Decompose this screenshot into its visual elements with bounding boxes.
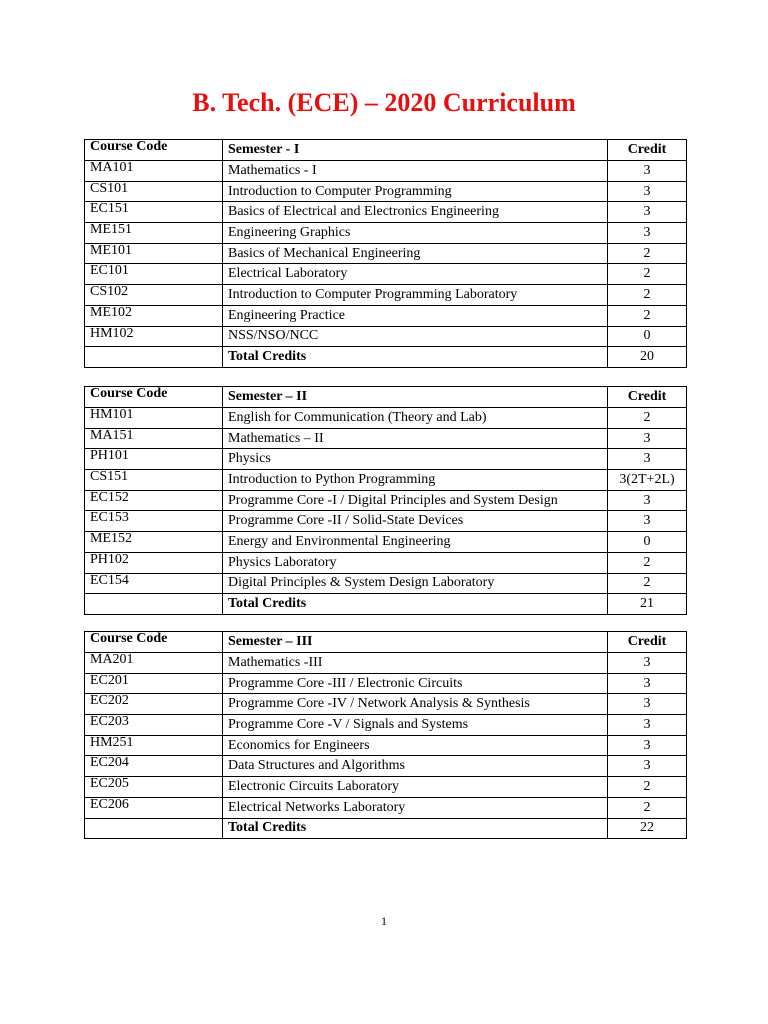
table-row bbox=[85, 694, 687, 715]
course-credit: 2 bbox=[608, 777, 687, 798]
course-code: EC205 bbox=[85, 777, 223, 798]
course-name: Data Structures and Algorithms bbox=[223, 756, 608, 777]
course-credit: 0 bbox=[608, 532, 687, 553]
course-credit: 3 bbox=[608, 694, 687, 715]
table-row bbox=[85, 408, 687, 429]
course-code: MA201 bbox=[85, 653, 223, 674]
course-credit: 3 bbox=[608, 735, 687, 756]
total-credits-value: 21 bbox=[608, 594, 687, 615]
credit-header: Credit bbox=[608, 140, 687, 161]
semester-1-table bbox=[84, 139, 687, 368]
header-row bbox=[85, 140, 687, 161]
course-credit: 3 bbox=[608, 490, 687, 511]
course-name: Energy and Environmental Engineering bbox=[223, 532, 608, 553]
credit-header: Credit bbox=[608, 387, 687, 408]
table-row bbox=[85, 511, 687, 532]
course-code: EC101 bbox=[85, 264, 223, 285]
course-name: Electrical Laboratory bbox=[223, 264, 608, 285]
table-row bbox=[85, 470, 687, 491]
course-code: ME151 bbox=[85, 223, 223, 244]
course-code: EC204 bbox=[85, 756, 223, 777]
course-credit: 2 bbox=[608, 305, 687, 326]
course-name: English for Communication (Theory and Lab) bbox=[223, 408, 608, 429]
course-credit: 3 bbox=[608, 715, 687, 736]
table-row bbox=[85, 490, 687, 511]
course-credit: 3 bbox=[608, 161, 687, 182]
course-credit: 2 bbox=[608, 573, 687, 594]
course-name: Basics of Mechanical Engineering bbox=[223, 243, 608, 264]
semester-2-table bbox=[84, 386, 687, 615]
table-row bbox=[85, 305, 687, 326]
course-credit: 3(2T+2L) bbox=[608, 470, 687, 491]
header-row bbox=[85, 387, 687, 408]
semester-header: Semester - I bbox=[223, 140, 608, 161]
course-credit: 3 bbox=[608, 673, 687, 694]
course-code: EC153 bbox=[85, 511, 223, 532]
course-name: Electronic Circuits Laboratory bbox=[223, 777, 608, 798]
course-name: Introduction to Python Programming bbox=[223, 470, 608, 491]
course-code: EC154 bbox=[85, 573, 223, 594]
total-credits-value: 20 bbox=[608, 347, 687, 368]
course-name: Introduction to Computer Programming Laboratory bbox=[223, 285, 608, 306]
course-code: HM102 bbox=[85, 326, 223, 347]
course-credit: 3 bbox=[608, 428, 687, 449]
course-code: CS101 bbox=[85, 181, 223, 202]
course-code: EC203 bbox=[85, 715, 223, 736]
page-number: 1 bbox=[381, 914, 387, 928]
semester-header: Semester – II bbox=[223, 387, 608, 408]
total-credits-label: Total Credits bbox=[223, 347, 608, 368]
table-row bbox=[85, 673, 687, 694]
credit-header: Credit bbox=[608, 632, 687, 653]
course-credit: 3 bbox=[608, 223, 687, 244]
table-row bbox=[85, 653, 687, 674]
course-credit: 2 bbox=[608, 552, 687, 573]
empty-cell bbox=[85, 818, 223, 839]
course-credit: 2 bbox=[608, 243, 687, 264]
course-name: Mathematics -III bbox=[223, 653, 608, 674]
table-row bbox=[85, 223, 687, 244]
course-code: CS151 bbox=[85, 470, 223, 491]
header-row bbox=[85, 632, 687, 653]
total-row bbox=[85, 818, 687, 839]
course-credit: 2 bbox=[608, 264, 687, 285]
table-row bbox=[85, 756, 687, 777]
table-row bbox=[85, 735, 687, 756]
empty-cell bbox=[85, 594, 223, 615]
course-name: Physics Laboratory bbox=[223, 552, 608, 573]
course-name: Engineering Graphics bbox=[223, 223, 608, 244]
course-code: EC206 bbox=[85, 797, 223, 818]
course-name: Programme Core -IV / Network Analysis & Synthesis bbox=[223, 694, 608, 715]
total-credits-label: Total Credits bbox=[223, 594, 608, 615]
page-title: B. Tech. (ECE) – 2020 Curriculum bbox=[192, 88, 576, 117]
course-credit: 3 bbox=[608, 756, 687, 777]
course-code: HM101 bbox=[85, 408, 223, 429]
course-credit: 3 bbox=[608, 449, 687, 470]
table-row bbox=[85, 243, 687, 264]
course-code: EC151 bbox=[85, 202, 223, 223]
course-code-header: Course Code bbox=[85, 387, 223, 408]
empty-cell bbox=[85, 347, 223, 368]
semester-header: Semester – III bbox=[223, 632, 608, 653]
course-code: ME102 bbox=[85, 305, 223, 326]
course-name: Programme Core -V / Signals and Systems bbox=[223, 715, 608, 736]
table-row bbox=[85, 285, 687, 306]
course-credit: 3 bbox=[608, 181, 687, 202]
course-name: Digital Principles & System Design Laboratory bbox=[223, 573, 608, 594]
course-name: Mathematics - I bbox=[223, 161, 608, 182]
course-code: ME152 bbox=[85, 532, 223, 553]
course-credit: 2 bbox=[608, 285, 687, 306]
course-code-header: Course Code bbox=[85, 140, 223, 161]
course-code: EC202 bbox=[85, 694, 223, 715]
table-row bbox=[85, 428, 687, 449]
course-name: Programme Core -I / Digital Principles and System Design bbox=[223, 490, 608, 511]
semester-3-table bbox=[84, 631, 687, 839]
course-credit: 2 bbox=[608, 408, 687, 429]
course-credit: 3 bbox=[608, 511, 687, 532]
course-code: EC152 bbox=[85, 490, 223, 511]
course-name: Programme Core -II / Solid-State Devices bbox=[223, 511, 608, 532]
course-name: Electrical Networks Laboratory bbox=[223, 797, 608, 818]
table-row bbox=[85, 449, 687, 470]
course-credit: 2 bbox=[608, 797, 687, 818]
course-code: PH101 bbox=[85, 449, 223, 470]
course-code: PH102 bbox=[85, 552, 223, 573]
table-row bbox=[85, 181, 687, 202]
course-name: Basics of Electrical and Electronics Engineering bbox=[223, 202, 608, 223]
total-credits-value: 22 bbox=[608, 818, 687, 839]
table-row bbox=[85, 715, 687, 736]
table-row bbox=[85, 777, 687, 798]
course-name: Economics for Engineers bbox=[223, 735, 608, 756]
course-code: EC201 bbox=[85, 673, 223, 694]
table-row bbox=[85, 532, 687, 553]
table-row bbox=[85, 202, 687, 223]
total-row bbox=[85, 594, 687, 615]
course-code: MA101 bbox=[85, 161, 223, 182]
course-name: Engineering Practice bbox=[223, 305, 608, 326]
course-name: NSS/NSO/NCC bbox=[223, 326, 608, 347]
table-row bbox=[85, 326, 687, 347]
table-row bbox=[85, 552, 687, 573]
course-credit: 3 bbox=[608, 653, 687, 674]
course-code: MA151 bbox=[85, 428, 223, 449]
table-row bbox=[85, 573, 687, 594]
course-code: ME101 bbox=[85, 243, 223, 264]
course-code: CS102 bbox=[85, 285, 223, 306]
table-row bbox=[85, 264, 687, 285]
course-credit: 3 bbox=[608, 202, 687, 223]
course-name: Mathematics – II bbox=[223, 428, 608, 449]
total-credits-label: Total Credits bbox=[223, 818, 608, 839]
course-name: Programme Core -III / Electronic Circuits bbox=[223, 673, 608, 694]
course-name: Introduction to Computer Programming bbox=[223, 181, 608, 202]
course-name: Physics bbox=[223, 449, 608, 470]
course-code: HM251 bbox=[85, 735, 223, 756]
course-credit: 0 bbox=[608, 326, 687, 347]
total-row bbox=[85, 347, 687, 368]
table-row bbox=[85, 797, 687, 818]
table-row bbox=[85, 161, 687, 182]
course-code-header: Course Code bbox=[85, 632, 223, 653]
